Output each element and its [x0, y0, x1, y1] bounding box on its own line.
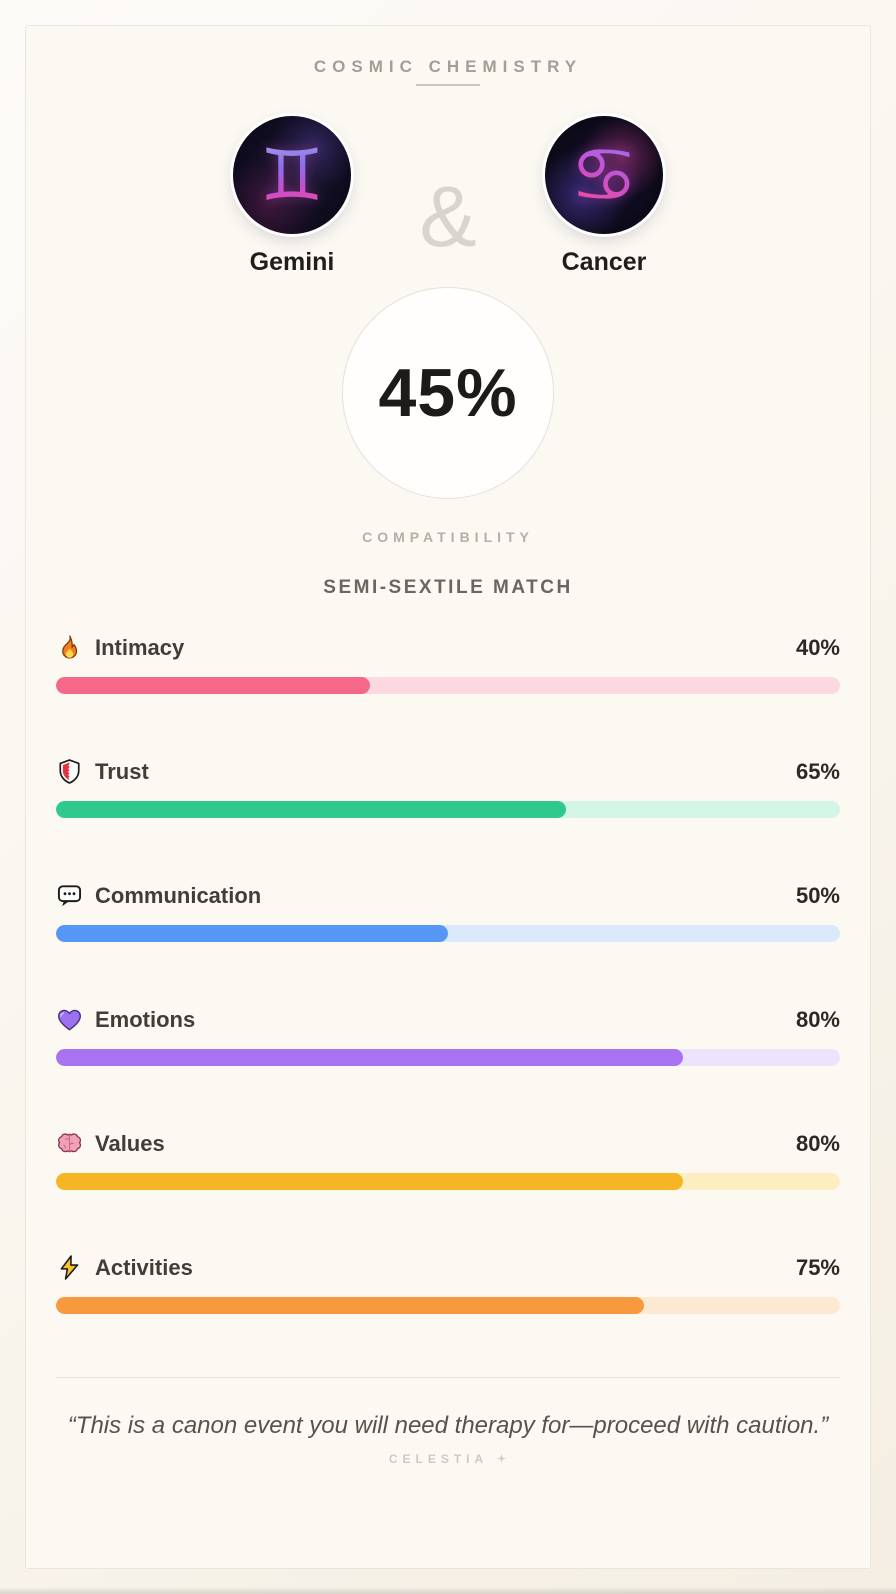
header	[56, 56, 840, 86]
metric-label: Values	[95, 1130, 165, 1156]
divider	[56, 1377, 840, 1378]
watermark-text: CELESTIA	[388, 1451, 489, 1466]
page-title: COSMIC CHEMISTRY	[313, 57, 583, 76]
metric-value: 40%	[795, 634, 840, 660]
metric-bar-track	[56, 677, 840, 694]
ampersand-separator: &	[419, 169, 477, 265]
metric-bar-fill	[56, 925, 448, 942]
metric-row	[56, 1129, 840, 1190]
cancer-glyph: ♋	[569, 130, 639, 219]
watermark	[56, 1452, 840, 1466]
metric-value: 65%	[795, 758, 840, 784]
metric-label: Emotions	[95, 1006, 196, 1032]
purple-heart-icon	[56, 1006, 83, 1033]
score-value: 45%	[378, 355, 518, 431]
gemini-glyph: ♊	[259, 133, 325, 217]
metric-bar-track	[56, 1297, 840, 1314]
metric-bar-fill	[56, 1297, 644, 1314]
metric-value: 50%	[795, 882, 840, 908]
compatibility-score-circle	[342, 287, 554, 499]
shield-icon	[56, 758, 83, 785]
metric-row	[56, 1005, 840, 1066]
sparkle-icon	[496, 1453, 507, 1464]
sign-left	[172, 116, 412, 277]
cancer-badge-icon	[545, 116, 663, 234]
match-type-label: SEMI-SEXTILE MATCH	[323, 577, 573, 598]
metric-row	[56, 633, 840, 694]
sign-name-right: Cancer	[561, 248, 647, 276]
metric-bar-track	[56, 1049, 840, 1066]
lightning-icon	[56, 1254, 83, 1281]
metric-row	[56, 1253, 840, 1314]
metric-bar-track	[56, 925, 840, 942]
header-underline	[416, 84, 480, 86]
gemini-badge-icon	[233, 116, 351, 234]
metric-value: 75%	[795, 1254, 840, 1280]
metrics-list	[56, 633, 840, 1314]
metric-bar-fill	[56, 1049, 683, 1066]
metric-bar-fill	[56, 1173, 683, 1190]
metric-bar-track	[56, 801, 840, 818]
fire-icon	[56, 634, 83, 661]
metric-label: Communication	[95, 882, 262, 908]
metric-row	[56, 881, 840, 942]
brain-icon	[56, 1130, 83, 1157]
metric-bar-track	[56, 1173, 840, 1190]
compatibility-label: COMPATIBILITY	[362, 529, 534, 545]
sign-name-left: Gemini	[249, 248, 335, 276]
metric-row	[56, 757, 840, 818]
metric-label: Intimacy	[95, 634, 185, 660]
metric-bar-fill	[56, 677, 370, 694]
cosmic-chemistry-card	[25, 25, 871, 1569]
metric-label: Activities	[95, 1254, 193, 1280]
signs-row	[56, 116, 840, 277]
speech-balloon-icon	[56, 882, 83, 909]
quote-text: “This is a canon event you will need therapy for—proceed with caution.”	[67, 1412, 829, 1439]
sign-right	[484, 116, 724, 277]
metric-value: 80%	[795, 1006, 840, 1032]
metric-label: Trust	[95, 758, 149, 784]
metric-value: 80%	[795, 1130, 840, 1156]
metric-bar-fill	[56, 801, 566, 818]
